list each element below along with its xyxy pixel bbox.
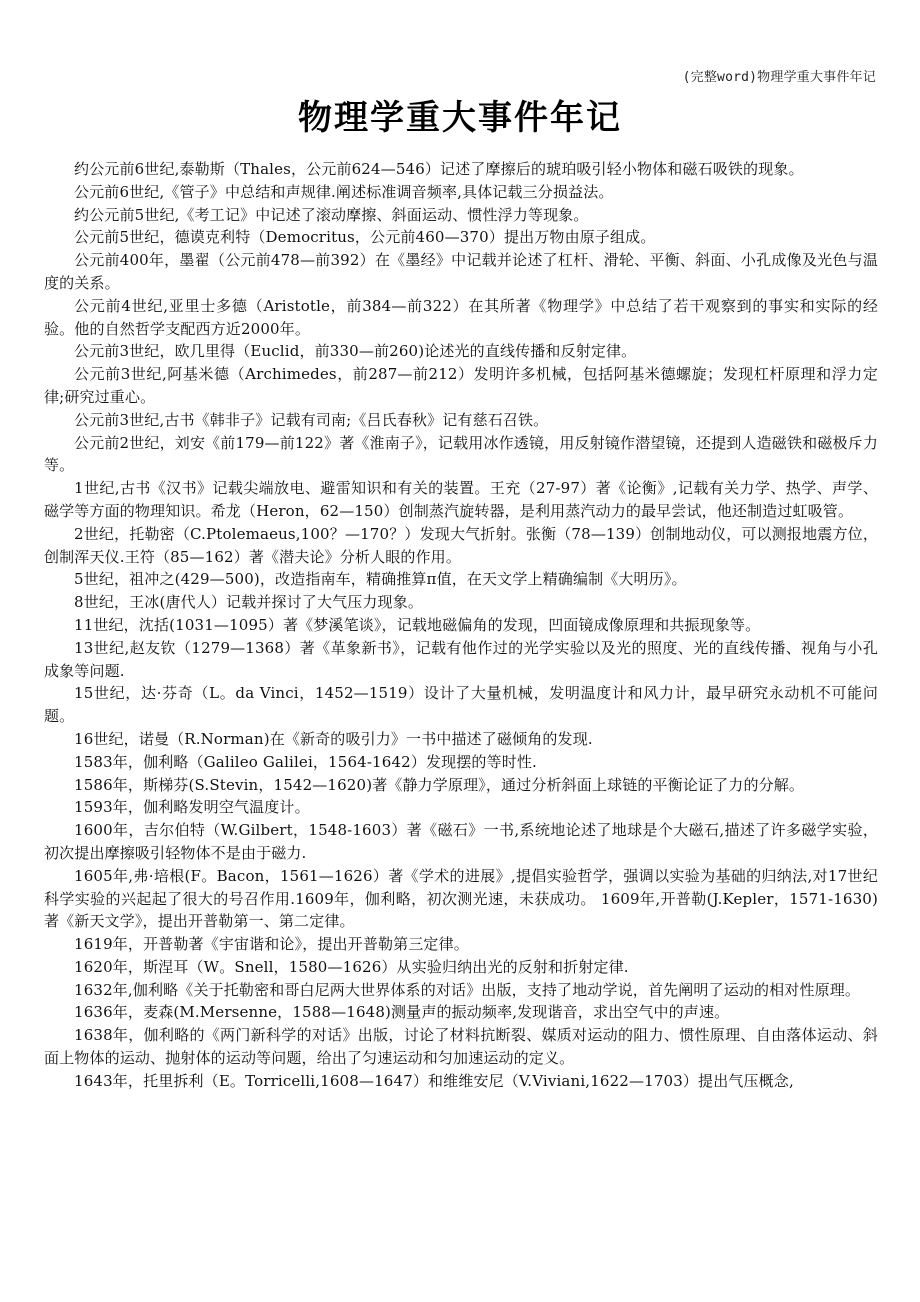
paragraph: 1世纪,古书《汉书》记载尖端放电、避雷知识和有关的装置。王充（27-97）著《论衡》,记载有关力学、热学、声学、磁学等方面的物理知识。希龙（Heron，62—150）创制蒸汽旋转器，是利用蒸汽动力的最早尝试，他还制造过虹吸管。 <box>44 479 878 520</box>
document-body <box>44 158 878 1093</box>
paragraph: 1605年,弗·培根(F。Bacon，1561—1626）著《学术的进展》,提倡实验哲学，强调以实验为基础的归纳法,对17世纪科学实验的兴起起了很大的号召作用.1609年，伽利略，初次测光速，未获成功。 1609年,开普勒(J.Kepler，1571-1630)著《新天文学》，提出开普勒第一、第二定律。 <box>44 866 878 931</box>
paragraph: 1636年，麦森(M.Mersenne，1588—1648)测量声的振动频率,发现谐音，求出空气中的声速。 <box>74 1003 730 1022</box>
document-title: 物理学重大事件年记 <box>298 98 622 138</box>
paragraph: 1643年，托里拆利（E。Torricelli,1608—1647）和维维安尼（V.Viviani,1622—1703）提出气压概念, <box>74 1071 794 1090</box>
paragraph: 公元前400年，墨翟（公元前478—前392）在《墨经》中记载并论述了杠杆、滑轮、平衡、斜面、小孔成像及光色与温度的关系。 <box>44 251 878 292</box>
paragraph: 2世纪，托勒密（C.Ptolemaeus,100？—170？）发现大气折射。张衡（78—139）创制地动仪，可以测报地震方位，创制浑天仪.王符（85—162）著《潜夫论》分析人眼的作用。 <box>44 524 878 566</box>
running-header: (完整word)物理学重大事件年记 <box>682 70 876 85</box>
paragraph: 8世纪，王冰(唐代人）记载并探讨了大气压力现象。 <box>74 593 423 612</box>
paragraph: 1632年,伽利略《关于托勒密和哥白尼两大世界体系的对话》出版，支持了地动学说，首先阐明了运动的相对性原理。 <box>74 980 861 999</box>
paragraph: 公元前4世纪,亚里士多德（Aristotle，前384—前322）在其所著《物理学》中总结了若干观察到的事实和实际的经验。他的自然哲学支配西方近2000年。 <box>44 296 878 338</box>
paragraph: 16世纪，诺曼（R.Norman)在《新奇的吸引力》一书中描述了磁倾角的发现. <box>74 729 593 748</box>
paragraph: 1593年，伽利略发明空气温度计。 <box>74 798 310 817</box>
paragraph: 公元前2世纪，刘安《前179—前122》著《淮南子》，记载用冰作透镜，用反射镜作潜望镜，还提到人造磁铁和磁极斥力等。 <box>44 433 878 475</box>
paragraph: 13世纪,赵友钦（1279—1368）著《革象新书》，记载有他作过的光学实验以及光的照度、光的直线传播、视角与小孔成象等问题. <box>44 638 878 680</box>
paragraph: 公元前5世纪，德谟克利特（Democritus，公元前460—370）提出万物由原子组成。 <box>74 228 656 247</box>
paragraph: 1600年，吉尔伯特（W.Gilbert，1548-1603）著《磁石》一书,系统地论述了地球是个大磁石,描述了许多磁学实验，初次提出摩擦吸引轻物体不是由于磁力. <box>44 821 878 862</box>
paragraph: 1586年，斯梯芬(S.Stevin，1542—1620)著《静力学原理》，通过分析斜面上球链的平衡论证了力的分解。 <box>74 775 805 794</box>
paragraph: 公元前3世纪,古书《韩非子》记载有司南;《吕氏春秋》记有慈石召铁。 <box>74 410 549 429</box>
paragraph: 11世纪，沈括(1031—1095）著《梦溪笔谈》，记载地磁偏角的发现，凹面镜成像原理和共振现象等。 <box>74 615 761 634</box>
paragraph: 1638年，伽利略的《两门新科学的对话》出版，讨论了材料抗断裂、媒质对运动的阻力、惯性原理、自由落体运动、斜面上物体的运动、抛射体的运动等问题，给出了匀速运动和匀加速运动的定义。 <box>44 1026 878 1068</box>
paragraph: 1583年，伽利略（Galileo Galilei，1564-1642）发现摆的等时性. <box>74 752 537 771</box>
paragraph: 约公元前5世纪,《考工记》中记述了滚动摩擦、斜面运动、惯性浮力等现象。 <box>74 205 589 224</box>
paragraph: 约公元前6世纪,泰勒斯（Thales，公元前624—546）记述了摩擦后的琥珀吸引轻小物体和磁石吸铁的现象。 <box>74 160 804 178</box>
paragraph: 1620年，斯涅耳（W。Snell，1580—1626）从实验归纳出光的反射和折射定律. <box>74 957 629 976</box>
paragraph: 公元前3世纪，欧几里得（Euclid，前330—前260)论述光的直线传播和反射定律。 <box>74 342 637 361</box>
paragraph: 15世纪，达·芬奇（L。da Vinci，1452—1519）设计了大量机械，发明温度计和风力计，最早研究永动机不可能问题。 <box>44 684 878 726</box>
paragraph: 1619年，开普勒著《宇宙谐和论》，提出开普勒第三定律。 <box>74 935 469 954</box>
paragraph: 5世纪，祖冲之(429—500)，改造指南车，精确推算π值，在天文学上精确编制《大明历》。 <box>74 570 687 589</box>
paragraph: 公元前3世纪,阿基米德（Archimedes，前287—前212）发明许多机械，包括阿基米德螺旋；发现杠杆原理和浮力定律;研究过重心。 <box>44 365 878 406</box>
paragraph: 公元前6世纪,《管子》中总结和声规律.阐述标准调音频率,具体记载三分损益法。 <box>74 182 614 201</box>
